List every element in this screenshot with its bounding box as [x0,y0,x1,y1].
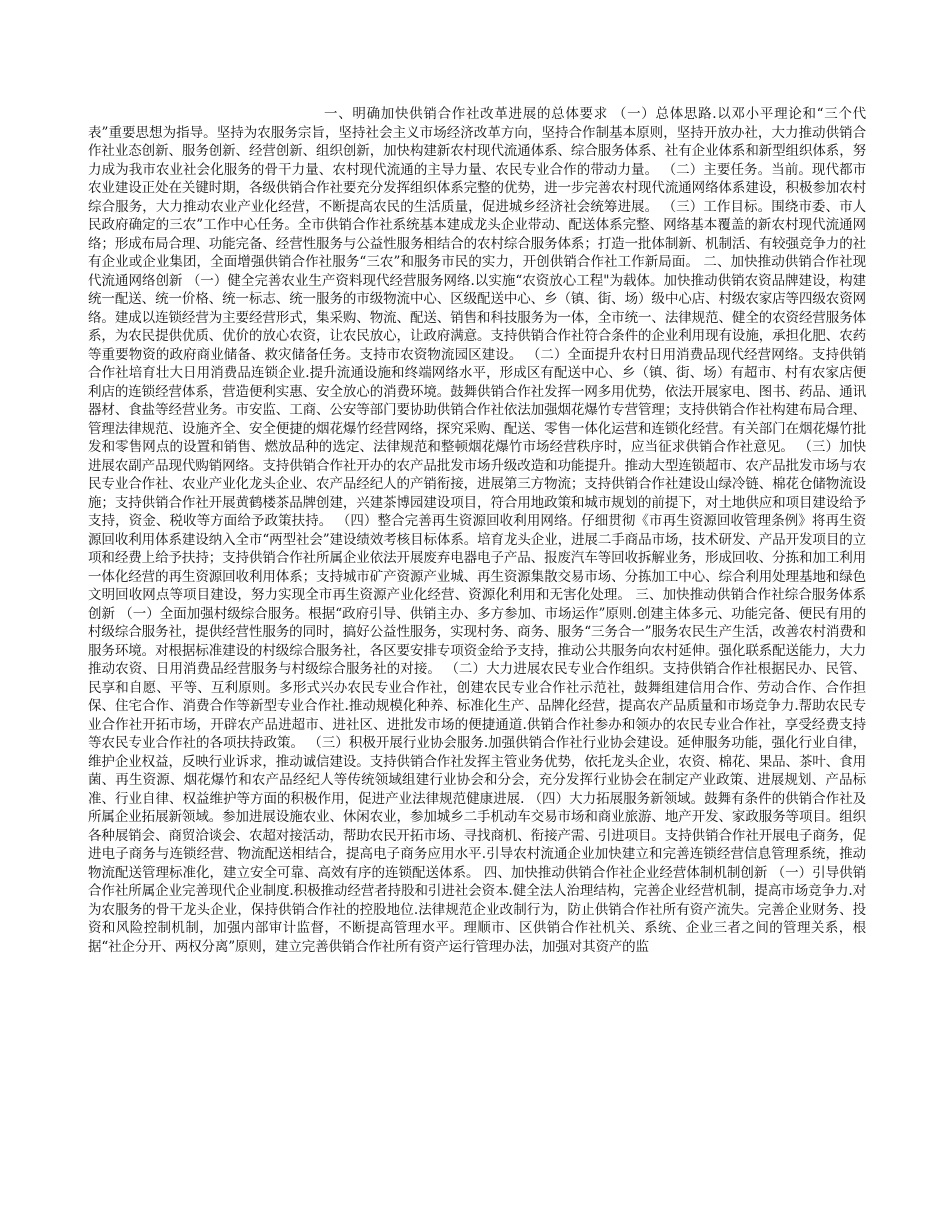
document-body-text: 一、明确加快供销合作社改革进展的总体要求 （一）总体思路.以邓小平理论和“三个代表”重要思想为指导。坚持为农服务宗旨，坚持社会主义市场经济改革方向，坚持合作制基本原则，坚持开放办社，大力推动供销合作社业态创新、服务创新、经营创新、组织创新，加快构建新农村现代流通体系、综合服务体系、社有企业体系和新型组织体系，努力成为我市农业社会化服务的骨干力量、农村现代流通的主导力量、农民专业合作的带动力量。 （二）主要任务。当前。现代都市农业建设正处在关键时期，各级供销合作社要充分发挥组织体系完整的优势，进一步完善农村现代流通网络体系建设，积极参加农村综合服务，大力推动农业产业化经营，不断提高农民的生活质量，促进城乡经济社会统筹进展。 （三）工作目标。围绕市委、市人民政府确定的三农”工作中心任务。全市供销合作社系统基本建成龙头企业带动、配送体系完整、网络基本覆盖的新农村现代流通网络；形成布局合理、功能完备、经营性服务与公益性服务相结合的农村综合服务体系；打造一批体制新、机制活、有较强竞争力的社有企业或企业集团，全面增强供销合作社服务“三农”和服务市民的实力，开创供销合作社工作新局面。 二、加快推动供销合作社现代流通网络创新 （一）健全完善农业生产资料现代经营服务网络.以实施“农资放心工程"为载体。加快推动供销农资品牌建设，构建统一配送、统一价格、统一标志、统一服务的市级物流中心、区级配送中心、乡（镇、街、场）级中心店、村级农家店等四级农资网络。建成以连锁经营为主要经营形式，集采购、物流、配送、销售和科技服务为一体，全市统一、法律规范、健全的农资经营服务体系，为农民提供优质、优价的放心农资，让农民放心，让政府满意。支持供销合作社符合条件的企业利用现有设施，承担化肥、农药等重要物资的政府商业储备、救灾储备任务。支持市农资物流园区建设。 （二）全面提升农村日用消费品现代经营网络。支持供销合作社培育壮大日用消费品连锁企业.提升流通设施和终端网络水平，形成区有配送中心、乡（镇、街、场）有超市、村有农家店便利店的连锁经营体系，营造便利实惠、安全放心的消费环境。鼓舞供销合作社发挥一网多用优势，依法开展家电、图书、药品、通讯器材、食盐等经营业务。市安监、工商、公安等部门要协助供销合作社依法加强烟花爆竹专营管理；支持供销合作社构建布局合理、管理法律规范、设施齐全、安全便捷的烟花爆竹经营网络，探究采购、配送、零售一体化运营和连锁化经营。有关部门在烟花爆竹批发和零售网点的设置和销售、燃放品种的选定、法律规范和整顿烟花爆竹市场经营秩序时，应当征求供销合作社意见。 （三）加快进展农副产品现代购销网络。支持供销合作社开办的农产品批发市场升级改造和功能提升。推动大型连锁超市、农产品批发市场与农民专业合作社、农业产业化龙头企业、农产品经纪人的产销衔接，进展第三方物流；支持供销合作社建设山绿冷链、棉花仓储物流设施；支持供销合作社开展黄鹤楼茶品牌创建，兴建茶博园建设项目，符合用地政策和城市规划的前提下，对土地供应和项目建设给予支持，资金、税收等方面给予政策扶持。 （四）整合完善再生资源回收利用网络。仔细贯彻《市再生资源回收管理条例》将再生资源回收利用体系建设纳入全市“两型社会”建设绩效考核目标体系。培育龙头企业，进展二手商品市场，技术研发、产品开发项目的立项和经费上给予扶持；支持供销合作社所属企业依法开展废弃电器电子产品、报废汽车等回收拆解业务，形成回收、分拣和加工利用一体化经营的再生资源回收利用体系；支持城市矿产资源产业城、再生资源集散交易市场、分拣加工中心、综合利用处理基地和绿色文明回收网点等项目建设，努力实现全市再生资源产业化经营、资源化利用和无害化处理。 三、加快推动供销合作社综合服务体系创新 （一）全面加强村级综合服务。根据“政府引导、供销主办、多方参加、市场运作”原则.创建主体多元、功能完备、便民有用的村级综合服务社，提供经营性服务的同时，搞好公益性服务，实现村务、商务、服务“三务合一”服务农民生产生活，改善农村消费和服务环境。对根据标准建设的村级综合服务社，各区要安排专项资金给予支持，推动公共服务向农村延伸。强化联系配送能力，大力推动农资、日用消费品经营服务与村级综合服务社的对接。 （二）大力进展农民专业合作组织。支持供销合作社根据民办、民管、民享和自愿、平等、互利原则。多形式兴办农民专业合作社，创建农民专业合作社示范社，鼓舞组建信用合作、劳动合作、合作担保、住宅合作、消费合作等新型专业合作社.推动规模化种养、标准化生产、品牌化经营，提高农产品质量和市场竞争力.帮助农民专业合作社开拓市场，开辟农产品进超市、进社区、进批发市场的便捷通道.供销合作社参办和领办的农民专业合作社，享受经费支持等农民专业合作社的各项扶持政策。 （三）积极开展行业协会服务.加强供销合作社行业协会建设。延伸服务功能，强化行业自律，维护企业权益，反映行业诉求，推动诚信建设。支持供销合作社发挥主管业务优势，依托龙头企业，农资、棉花、果品、茶叶、食用菌、再生资源、烟花爆竹和农产品经纪人等传统领域组建行业协会和分会，充分发挥行业协会在制定产业政策、进展规划、产品标准、行业自律、权益维护等方面的积极作用，促进产业法律规范健康进展. （四）大力拓展服务新领域。鼓舞有条件的供销合作社及所属企业拓展新领域。参加进展设施农业、休闲农业，参加城乡二手机动车交易市场和商业旅游、地产开发、家政服务等项目。组织各种展销会、商贸洽谈会、农超对接活动，帮助农民开拓市场、寻找商机、衔接产需、引进项目。支持供销合作社开展电子商务，促进电子商务与连锁经营、物流配送相结合，提高电子商务应用水平.引导农村流通企业加快建立和完善连锁经营信息管理系统，推动物流配送管理标准化，建立安全可靠、高效有序的连锁配送体系。 四、加快推动供销合作社企业经营体制机制创新 （一）引导供销合作社所属企业完善现代企业制度.积极推动经营者持股和引进社会资本.健全法人治理结构，完善企业经营机制，提高市场竞争力.对为农服务的骨干龙头企业，保持供销合作社的控股地位.法律规范企业改制行为，防止供销合作社所有资产流失。完善企业财务、投资和风险控制机制，加强内部审计监督，不断提高管理水平。理顺市、区供销合作社机关、系统、企业三者之间的管理关系，根据“社企分开、两权分离”原则，建立完善供销合作社所有资产运行管理办法，加强对其资产的监 [88,106,866,955]
